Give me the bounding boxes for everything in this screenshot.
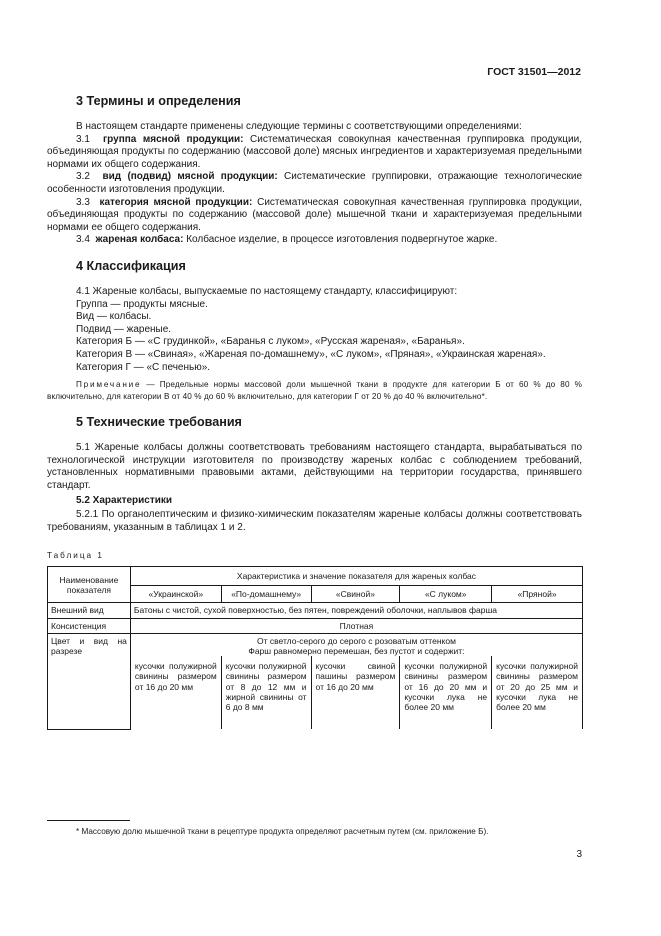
table-row: [48, 633, 583, 656]
table-1-label: Таблица 1: [47, 551, 104, 561]
table-1: [47, 566, 583, 730]
term-3-1: 3.1 группа мясной продукции: Систематическая совокупная качественная группировка продукции, объединяющая продукты по содержанию (массовой доле) мясных ингредиентов и характеризуемая предельными нормами их общего содержания.: [47, 133, 582, 170]
page-number: 3: [576, 849, 582, 860]
table-col-ukrainian: «Украинской»: [130, 586, 221, 603]
row-value-appearance: Батоны с чистой, сухой поверхностью, без пятен, повреждений оболочки, наплывов фарша: [130, 603, 582, 618]
term-3-3: 3.3 категория мясной продукции: Систематическая совокупная качественная группировка продукции, объединяющая продукты по содержанию (массовой доле) мышечной ткани и характеризуемая предельными нормами ее общего содержания.: [47, 196, 582, 233]
section-3-title: 3 Термины и определения: [76, 94, 241, 108]
row-name-consistency: Консистенция: [48, 618, 131, 633]
term-3-4-name: жареная колбаса:: [95, 234, 184, 246]
term-3-1-name: группа мясной продукции:: [103, 133, 244, 145]
section-3-intro: В настоящем стандарте применены следующие термины с соответствующими определениями:: [76, 121, 522, 132]
cell-ukrainian-pieces: кусочки полужирной свинины размером от 16 до 20 мм: [130, 656, 221, 729]
row-value-color-common: От светло-серого до серого с розоватым оттенком Фарш равномерно перемешан, без пустот и содержит:: [130, 633, 582, 656]
section-4-title: 4 Классификация: [76, 258, 186, 273]
term-3-3-name: категория мясной продукции:: [99, 196, 253, 208]
standard-number: ГОСТ 31501—2012: [487, 66, 581, 78]
classification-line-1: 4.1 Жареные колбасы, выпускаемые по настоящему стандарту, классифицируют:: [76, 285, 458, 297]
table-col-pork: «Свиной»: [311, 586, 400, 603]
cell-pork-pieces: кусочки свиной пашины размером от 16 до 20 мм: [311, 656, 400, 729]
classification-line-3: Вид — колбасы.: [76, 311, 152, 323]
table-header-name: Наименование показателя: [48, 567, 131, 603]
page-content: [47, 94, 582, 730]
row-value-consistency: Плотная: [130, 618, 582, 633]
note-label: Примечание: [76, 380, 142, 390]
row-name-appearance: Внешний вид: [48, 603, 131, 618]
classification-line-7: Категория Г — «С печенью».: [76, 361, 211, 373]
paragraph-5-1: 5.1 Жареные колбасы должны соответствовать требованиям настоящего стандарта, вырабатываться по технологической инструкции изготовителя по производству жареных колбас с соблюдением требований, установленных нормативными правовыми актами, действующими на территории государства, принявшего стандарт.: [47, 442, 582, 492]
classification-note: Примечание — Предельные нормы массовой доли мышечной ткани в продукте для категории Б от 60 % до 80 % включительно, для категории В от 40 % до 60 % включительно, для категории Г от 20 % до 40 % включительно*.: [47, 380, 583, 401]
cell-spicy-pieces: кусочки полужирной свинины размером от 20 до 25 мм и кусочки лука не более 20 мм: [492, 656, 583, 729]
table-row: [48, 618, 583, 633]
table-col-spicy: «Пряной»: [492, 586, 583, 603]
term-3-4: 3.4 жареная колбаса: Колбасное изделие, в процессе изготовления подвергнутое жарке.: [76, 234, 498, 246]
cell-homestyle-pieces: кусочки полужирной свинины размером от 8 до 12 мм и жирной свинины от 6 до 8 мм: [221, 656, 311, 729]
classification-line-2: Группа — продукты мясные.: [76, 298, 208, 310]
section-5-title: 5 Технические требования: [76, 415, 242, 430]
row-name-color-section: Цвет и вид на разрезе: [48, 633, 131, 729]
footnote: * Массовую долю мышечной ткани в рецептуре продукта определяют расчетным путем (см. приложение Б).: [76, 827, 489, 836]
table-header-group: Характеристика и значение показателя для жареных колбас: [130, 567, 582, 586]
classification-line-6: Категория В — «Свиная», «Жареная по-домашнему», «С луком», «Пряная», «Украинская жареная».: [76, 348, 546, 360]
term-3-2: 3.2 вид (подвид) мясной продукции: Систематические группировки, отражающие технологические особенности изготовления продукции.: [47, 171, 583, 195]
cell-onion-pieces: кусочки полужирной свинины размером от 16 до 20 мм и кусочки лука не более 20 мм: [400, 656, 492, 729]
table-row: [48, 603, 583, 618]
table-col-homestyle: «По-домашнему»: [221, 586, 311, 603]
classification-line-4: Подвид — жареные.: [76, 323, 172, 335]
table-col-onion: «С луком»: [400, 586, 492, 603]
subsection-5-2-title: 5.2 Характеристики: [76, 494, 173, 506]
classification-line-5: Категория Б — «С грудинкой», «Баранья с луком», «Русская жареная», «Баранья».: [76, 336, 465, 348]
paragraph-5-2-1: 5.2.1 По органолептическим и физико-химическим показателям жареные колбасы должны соответствовать требованиям, указанным в таблицах 1 и 2.: [47, 509, 582, 533]
term-3-2-name: вид (подвид) мясной продукции:: [102, 171, 278, 183]
footnote-divider: [47, 820, 130, 821]
